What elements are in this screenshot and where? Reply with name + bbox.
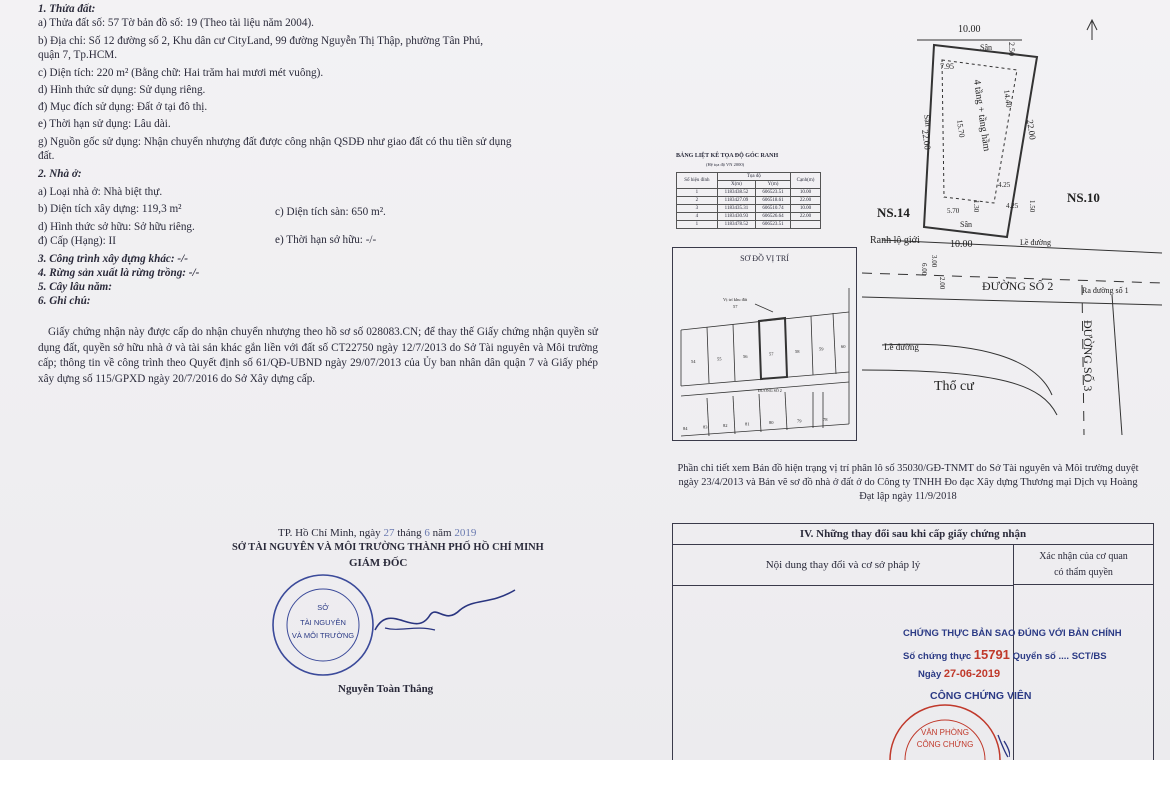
cert-line-4: CÔNG CHỨNG VIÊN <box>930 690 1032 702</box>
land-info-line: 5. Cây lâu năm: <box>38 281 112 293</box>
cert-line-2: Số chứng thực 15791 Quyển số .... SCT/BS <box>903 647 1107 662</box>
lot-label: 84 <box>683 426 688 431</box>
land-info-line: a) Loại nhà ở: Nhà biệt thự. <box>38 186 163 198</box>
dim-22-left: 22.00 <box>920 128 933 151</box>
coord-row <box>677 189 821 197</box>
dim-5-70: 5.70 <box>947 207 960 215</box>
ranh-lo-gioi: Ranh lộ giới <box>870 235 920 246</box>
lot-label: 79 <box>797 418 802 424</box>
coord-cell: 3 <box>677 205 718 213</box>
signer-name: Nguyễn Toàn Thắng <box>338 683 434 695</box>
lot-label: 81 <box>745 421 750 427</box>
duong-so-2: ĐƯỜNG SỐ 2 <box>982 279 1054 293</box>
ownership-term: e) Thời hạn sở hữu: -/- <box>275 234 377 246</box>
dim-14-40: 14.40 <box>1002 89 1014 109</box>
site-plan <box>862 15 1170 435</box>
coord-cell: 1183435.31 <box>717 205 755 213</box>
land-info-line: đ) Mục đích sử dụng: Đất ở tại đô thị. <box>38 101 208 113</box>
lot-label: 80 <box>769 420 774 425</box>
dim-top: 10.00 <box>958 24 981 35</box>
dim-15-70: 15.70 <box>955 119 967 139</box>
coord-cell: 2 <box>677 197 718 205</box>
san-top: Sân <box>980 43 992 52</box>
cert-line-3: Ngày 27-06-2019 <box>918 668 1001 680</box>
ns14-label: NS.14 <box>877 205 910 220</box>
agency-name: SỞ TÀI NGUYÊN VÀ MÔI TRƯỜNG THÀNH PHỐ HỒ CHÍ MINH <box>232 542 544 553</box>
seal-line-2: TÀI NGUYÊN <box>300 618 346 627</box>
coord-subheader-x: X(m) <box>717 181 755 189</box>
lot-label: 78 <box>823 417 828 422</box>
coord-cell: 10.00 <box>791 189 821 197</box>
ra-duong: Ra đường số 1 <box>1082 286 1129 295</box>
land-info-line: d) Hình thức sở hữu: Sở hữu riêng. <box>38 221 195 233</box>
land-info-line: 2. Nhà ở: <box>38 168 82 180</box>
land-info-line: 1. Thửa đất: <box>38 3 96 15</box>
changes-col-content: Nội dung thay đổi và cơ sở pháp lý <box>673 545 1014 586</box>
dim-1-50: 1.50 <box>1028 200 1036 213</box>
coord-cell: 606510.74 <box>756 205 791 213</box>
changes-title: IV. Những thay đổi sau khi cấp giấy chứng nhận <box>673 524 1153 545</box>
land-info-line: e) Thời hạn sử dụng: Lâu dài. <box>38 118 171 130</box>
coord-header-coord: Tọa độ <box>717 173 790 181</box>
coord-header-edge: Cạnh(m) <box>791 173 821 189</box>
coord-row <box>677 197 821 205</box>
dim-6-00: 6.00 <box>920 263 928 276</box>
coord-cell: 606523.51 <box>756 221 791 229</box>
dim-10-bottom: 10.00 <box>950 239 973 250</box>
director-title: GIÁM ĐỐC <box>349 557 408 569</box>
coord-header-vertex: Số hiệu đỉnh <box>677 173 718 189</box>
lot-label: 57 <box>769 351 774 357</box>
land-info-line: b) Diện tích xây dựng: 119,3 m² <box>38 203 182 215</box>
land-info-line: a) Thửa đất số: 57 Tờ bản đồ số: 19 (Theo tài liệu năm 2004). <box>38 17 314 29</box>
seal-line-3: VÀ MÔI TRƯỜNG <box>291 631 355 640</box>
coord-cell: 1183438.52 <box>717 189 755 197</box>
le-duong-2: Lề đường <box>884 342 919 352</box>
location-map <box>672 247 857 441</box>
coord-table-title: BẢNG LIỆT KÊ TỌA ĐỘ GÓC RANH <box>676 153 779 159</box>
lot-location-no: 57 <box>733 304 738 309</box>
coord-row <box>677 205 821 213</box>
land-info-line: c) Diện tích: 220 m² (Bằng chữ: Hai trăm hai mươi mét vuông). <box>38 67 324 79</box>
coord-cell: 1 <box>677 221 718 229</box>
lot-label: 82 <box>723 423 728 428</box>
changes-col-confirm-line2: có thẩm quyền <box>1054 567 1113 578</box>
coord-cell: 22.00 <box>791 197 821 205</box>
land-info-line: 3. Công trình xây dựng khác: -/- <box>38 253 188 265</box>
dim-2-00: 2.00 <box>938 277 946 290</box>
lot-location-label: Vị trí khu đất <box>723 297 748 302</box>
san-bottom: Sân <box>960 220 972 229</box>
coord-table <box>676 172 821 229</box>
lot-label: 60 <box>841 344 846 349</box>
map-street: ĐƯỜNG SỐ 2 <box>758 388 782 393</box>
coord-cell: 4 <box>677 213 718 221</box>
seal-line-1: SỞ <box>317 603 329 612</box>
land-info-line: d) Hình thức sử dụng: Sử dụng riêng. <box>38 84 206 96</box>
bottom-margin <box>0 760 1170 785</box>
duong-so-3: ĐƯỜNG SỐ 3 <box>1081 320 1095 392</box>
dim-3-00: 3.00 <box>930 255 938 268</box>
coord-row <box>677 221 821 229</box>
coord-subheader-y: Y(m) <box>756 181 791 189</box>
coord-cell <box>791 221 821 229</box>
dim-2-5: 2.50 <box>1007 42 1016 56</box>
land-info-line: 4. Rừng sản xuất là rừng trồng: -/- <box>38 267 200 279</box>
land-info-line: 6. Ghi chú: <box>38 295 91 307</box>
changes-col-confirm <box>1014 545 1153 585</box>
coord-cell: 22.00 <box>791 213 821 221</box>
coord-cell: 10.00 <box>791 205 821 213</box>
location-map-title: SƠ ĐỒ VỊ TRÍ <box>740 254 789 263</box>
lot-label: 59 <box>819 346 824 352</box>
dim-1-30: 1.30 <box>972 200 980 213</box>
floor-area: c) Diện tích sàn: 650 m². <box>275 206 386 218</box>
land-info-line: g) Nguồn gốc sử dụng: Nhận chuyển nhượng đất được công nhận QSDĐ như giao đất có thu tiền sử dụng <box>38 136 512 148</box>
coord-cell: 606518.61 <box>756 197 791 205</box>
le-duong-1: Lề đường <box>1020 238 1052 247</box>
cert-line-1: CHỨNG THỰC BẢN SAO ĐÚNG VỚI BẢN CHÍNH <box>903 628 1122 639</box>
coord-table-subtitle: (Hệ tọa độ VN 2000) <box>706 162 745 167</box>
notary-seal-1: VĂN PHÒNG <box>920 728 970 737</box>
changes-col-confirm-line1: Xác nhận của cơ quan <box>1039 551 1128 562</box>
coord-cell: 606526.64 <box>756 213 791 221</box>
dim-22-right: 22.00 <box>1025 118 1038 141</box>
dim-7-95: 7.95 <box>940 62 954 71</box>
ns10-label: NS.10 <box>1067 190 1100 205</box>
coord-cell: 1183427.09 <box>717 197 755 205</box>
land-info-line: đất. <box>38 150 55 162</box>
dim-4-25b: 4.25 <box>1006 202 1019 210</box>
dim-4-25a: 4.25 <box>998 181 1011 189</box>
reference-note: Phần chi tiết xem Bản đồ hiện trạng vị trí phân lô số 35030/GĐ-TNMT do Sở Tài nguyên và Môi trường duyệt ngày 23/4/2013 và Bản vẽ sơ đồ nhà ở đất ở do Công ty TNHH Đo đạc Xây dựng Thương mại Dịch vụ Hoàng Đạt lập ngày 11/9/2018 <box>677 463 1139 502</box>
lot-label: 55 <box>717 356 722 362</box>
lot-label: 58 <box>795 349 800 354</box>
note-paragraph: Giấy chứng nhận này được cấp do nhận chuyển nhượng theo hồ sơ số 028083.CN; để thay thế Giấy chứng nhận quyền sử dụng đất, quyền sở hữu nhà ở và tài sản khác gắn liền với đất số CT22750 ngày 12/7/2013 do Sở Tài nguyên và Môi trường cấp; thông tin về công trình theo Quyết định số 61/QĐ-UBND ngày 29/07/2013 của Ủy ban nhân dân quận 7 và Giấy phép xây dựng số 115/GPXD ngày 20/7/2016 do Sở Xây dựng cấp. <box>38 326 598 385</box>
seal-and-signature <box>265 570 525 685</box>
coord-cell: 1183430.93 <box>717 213 755 221</box>
lot-label: 83 <box>703 424 708 430</box>
place-date: TP. Hồ Chí Minh, ngày 27 tháng 6 năm 2019 <box>278 527 477 539</box>
notary-seal-2: CÔNG CHỨNG <box>916 740 974 749</box>
notary-seal <box>880 695 1010 760</box>
land-info-line: quận 7, Tp.HCM. <box>38 49 118 61</box>
coord-cell: 606523.51 <box>756 189 791 197</box>
san-left: Sân <box>922 114 933 128</box>
coord-cell: 1 <box>677 189 718 197</box>
land-info-line: đ) Cấp (Hạng): II <box>38 235 116 247</box>
lot-label: 54 <box>691 359 696 364</box>
tho-cu: Thổ cư <box>934 379 974 394</box>
building-label: 4 tầng + tầng hầm <box>971 78 992 153</box>
coord-cell: 1183478.52 <box>717 221 755 229</box>
lot-label: 56 <box>743 354 748 359</box>
coord-row <box>677 213 821 221</box>
land-info-line: b) Địa chỉ: Số 12 đường số 2, Khu dân cư CityLand, 99 đường Nguyễn Thị Thập, phường Tân Phú, <box>38 35 484 47</box>
